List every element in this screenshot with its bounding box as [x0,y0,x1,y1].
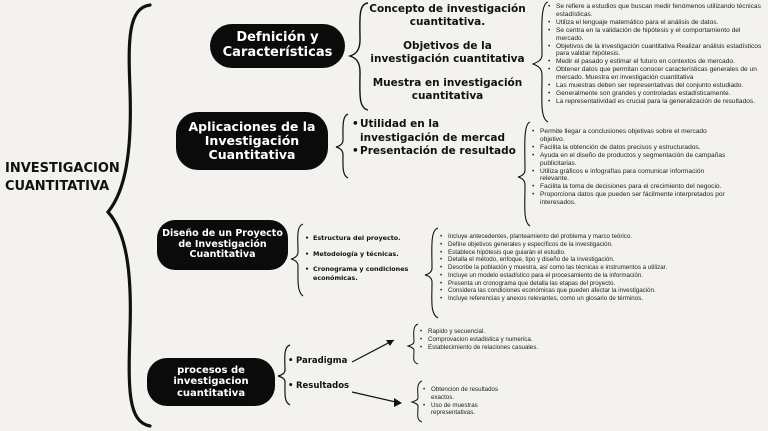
main-brace [108,5,150,426]
list-item: • Comprovacion estadistica y numerica. [420,336,590,344]
list-item: • Define objetivos generales y específicos de la investigación. [440,241,740,249]
resultados-details [423,386,518,417]
list-item: • Describe la población y muestra, así como las técnicas e instrumentos a utilizar. [440,264,740,272]
list-item: • Incluye un modelo estadístico para el procesamiento de la información. [440,272,740,280]
diseno-items [305,234,415,283]
pill-procesos [147,358,275,406]
list-item: • Proporciona datos que pueden ser fácilmente interpretados por interesados. [532,191,732,207]
brace-resultados-details [412,381,422,422]
paradigma-details [420,328,590,351]
heading-concepto: Concepto de investigación cuantitativa. [369,3,526,28]
list-item: • Facilita la obtención de datos precisos y estructurados. [532,144,732,152]
list-item: • Obtencion de resultados exactos. [423,386,518,402]
list-item: • Generalmente son grandes y controladas estadísticamente. [548,90,762,98]
pill-definicion-label: Defnición y Características [222,30,333,60]
brace-diseno-details [425,228,438,318]
brace-aplicaciones [336,114,348,178]
list-item: • Presentación de resultado [352,145,517,159]
list-item: • Resultados [288,381,363,392]
list-item: • Establecimiento de relaciones casuales. [420,344,590,352]
list-item: • Utilidad en la investigación de mercad [352,118,517,145]
pill-aplicaciones-label: Aplicaciones de la Investigación Cuantitativa [188,119,316,162]
list-item: • Se refiere a estudios que buscan medir fenómenos utilizando técnicas estadísticas. [548,3,762,19]
pill-diseno [157,220,288,270]
procesos-items [288,356,363,392]
list-item: • Considera las condiciones económicas que pueden afectar la investigación. [440,287,740,295]
list-item: • Incluye antecedentes, planteamiento del problema y marco teórico. [440,233,740,241]
brace-diseno [291,224,303,296]
list-item: • Uso de muestras representativas. [423,402,518,418]
arrow-resultados [352,392,400,403]
brace-aplicaciones-details [518,122,530,226]
list-item: • La representatividad es crucial para la generalización de resultados. [548,98,762,106]
aplicaciones-details [532,128,732,207]
brace-definicion-details [533,2,548,122]
list-item: • Utiliza el lenguaje matemático para el análisis de datos. [548,19,762,27]
list-item: • Medir el pasado y estimar el futuro en contextos de mercado. [548,58,762,66]
pill-definicion [210,24,345,68]
heading-muestra: Muestra en investigación cuantitativa [372,77,523,102]
list-item: • Establece hipótesis que guiarán el estudio. [440,249,740,257]
list-item: • Se centra en la validación de hipótesis y el comportamiento del mercado. [548,27,762,43]
main-title: INVESTIGACION CUANTITATIVA [5,161,120,194]
list-item: • Cronograma y condiciones económicas. [305,265,415,282]
list-item: • Las muestras deben ser representativas del conjunto estudiado. [548,82,762,90]
list-item: • Paradigma [288,356,363,367]
list-item: • Permite llegar a conclusiones objetivas sobre el mercado objetivo. [532,128,732,144]
list-item: • Facilita la toma de decisiones para el crecimiento del negocio. [532,183,732,191]
list-item: • Objetivos de la investigación cuantitativa Realizar análisis estadísticos para validar hipótesis. [548,43,762,59]
aplicaciones-items [352,118,517,159]
list-item: • Obtener datos que permitan conocer características generales de un mercado. Muestra en investigación cuantitativa [548,66,762,82]
pill-aplicaciones [176,112,328,170]
list-item: • Presenta un cronograma que detalla las etapas del proyecto. [440,280,740,288]
list-item: • Rapido y secuencial. [420,328,590,336]
list-item: • Detalla el método, enfoque, tipo y diseño de la investigación. [440,256,740,264]
definicion-details [548,3,762,106]
list-item: • Incluye referencias y anexos relevantes, como un glosario de términos. [440,295,740,303]
list-item: • Ayuda en el diseño de productos y segmentación de campañas publicitarias. [532,152,732,168]
list-item: • Utiliza gráficos e infografías para comunicar información relevante. [532,168,732,184]
pill-diseno-label: Diseño de un Proyecto de Investigación Cuantitativa [162,228,283,261]
list-item: • Metodología y técnicas. [305,250,415,259]
diseno-details [440,233,740,303]
pill-procesos-label: procesos de investigacion cuantitativa [173,365,249,399]
heading-objetivos: Objetivos de la investigación cuantitativa [370,40,525,65]
brace-paradigma-details [408,324,418,364]
list-item: • Estructura del proyecto. [305,234,415,243]
